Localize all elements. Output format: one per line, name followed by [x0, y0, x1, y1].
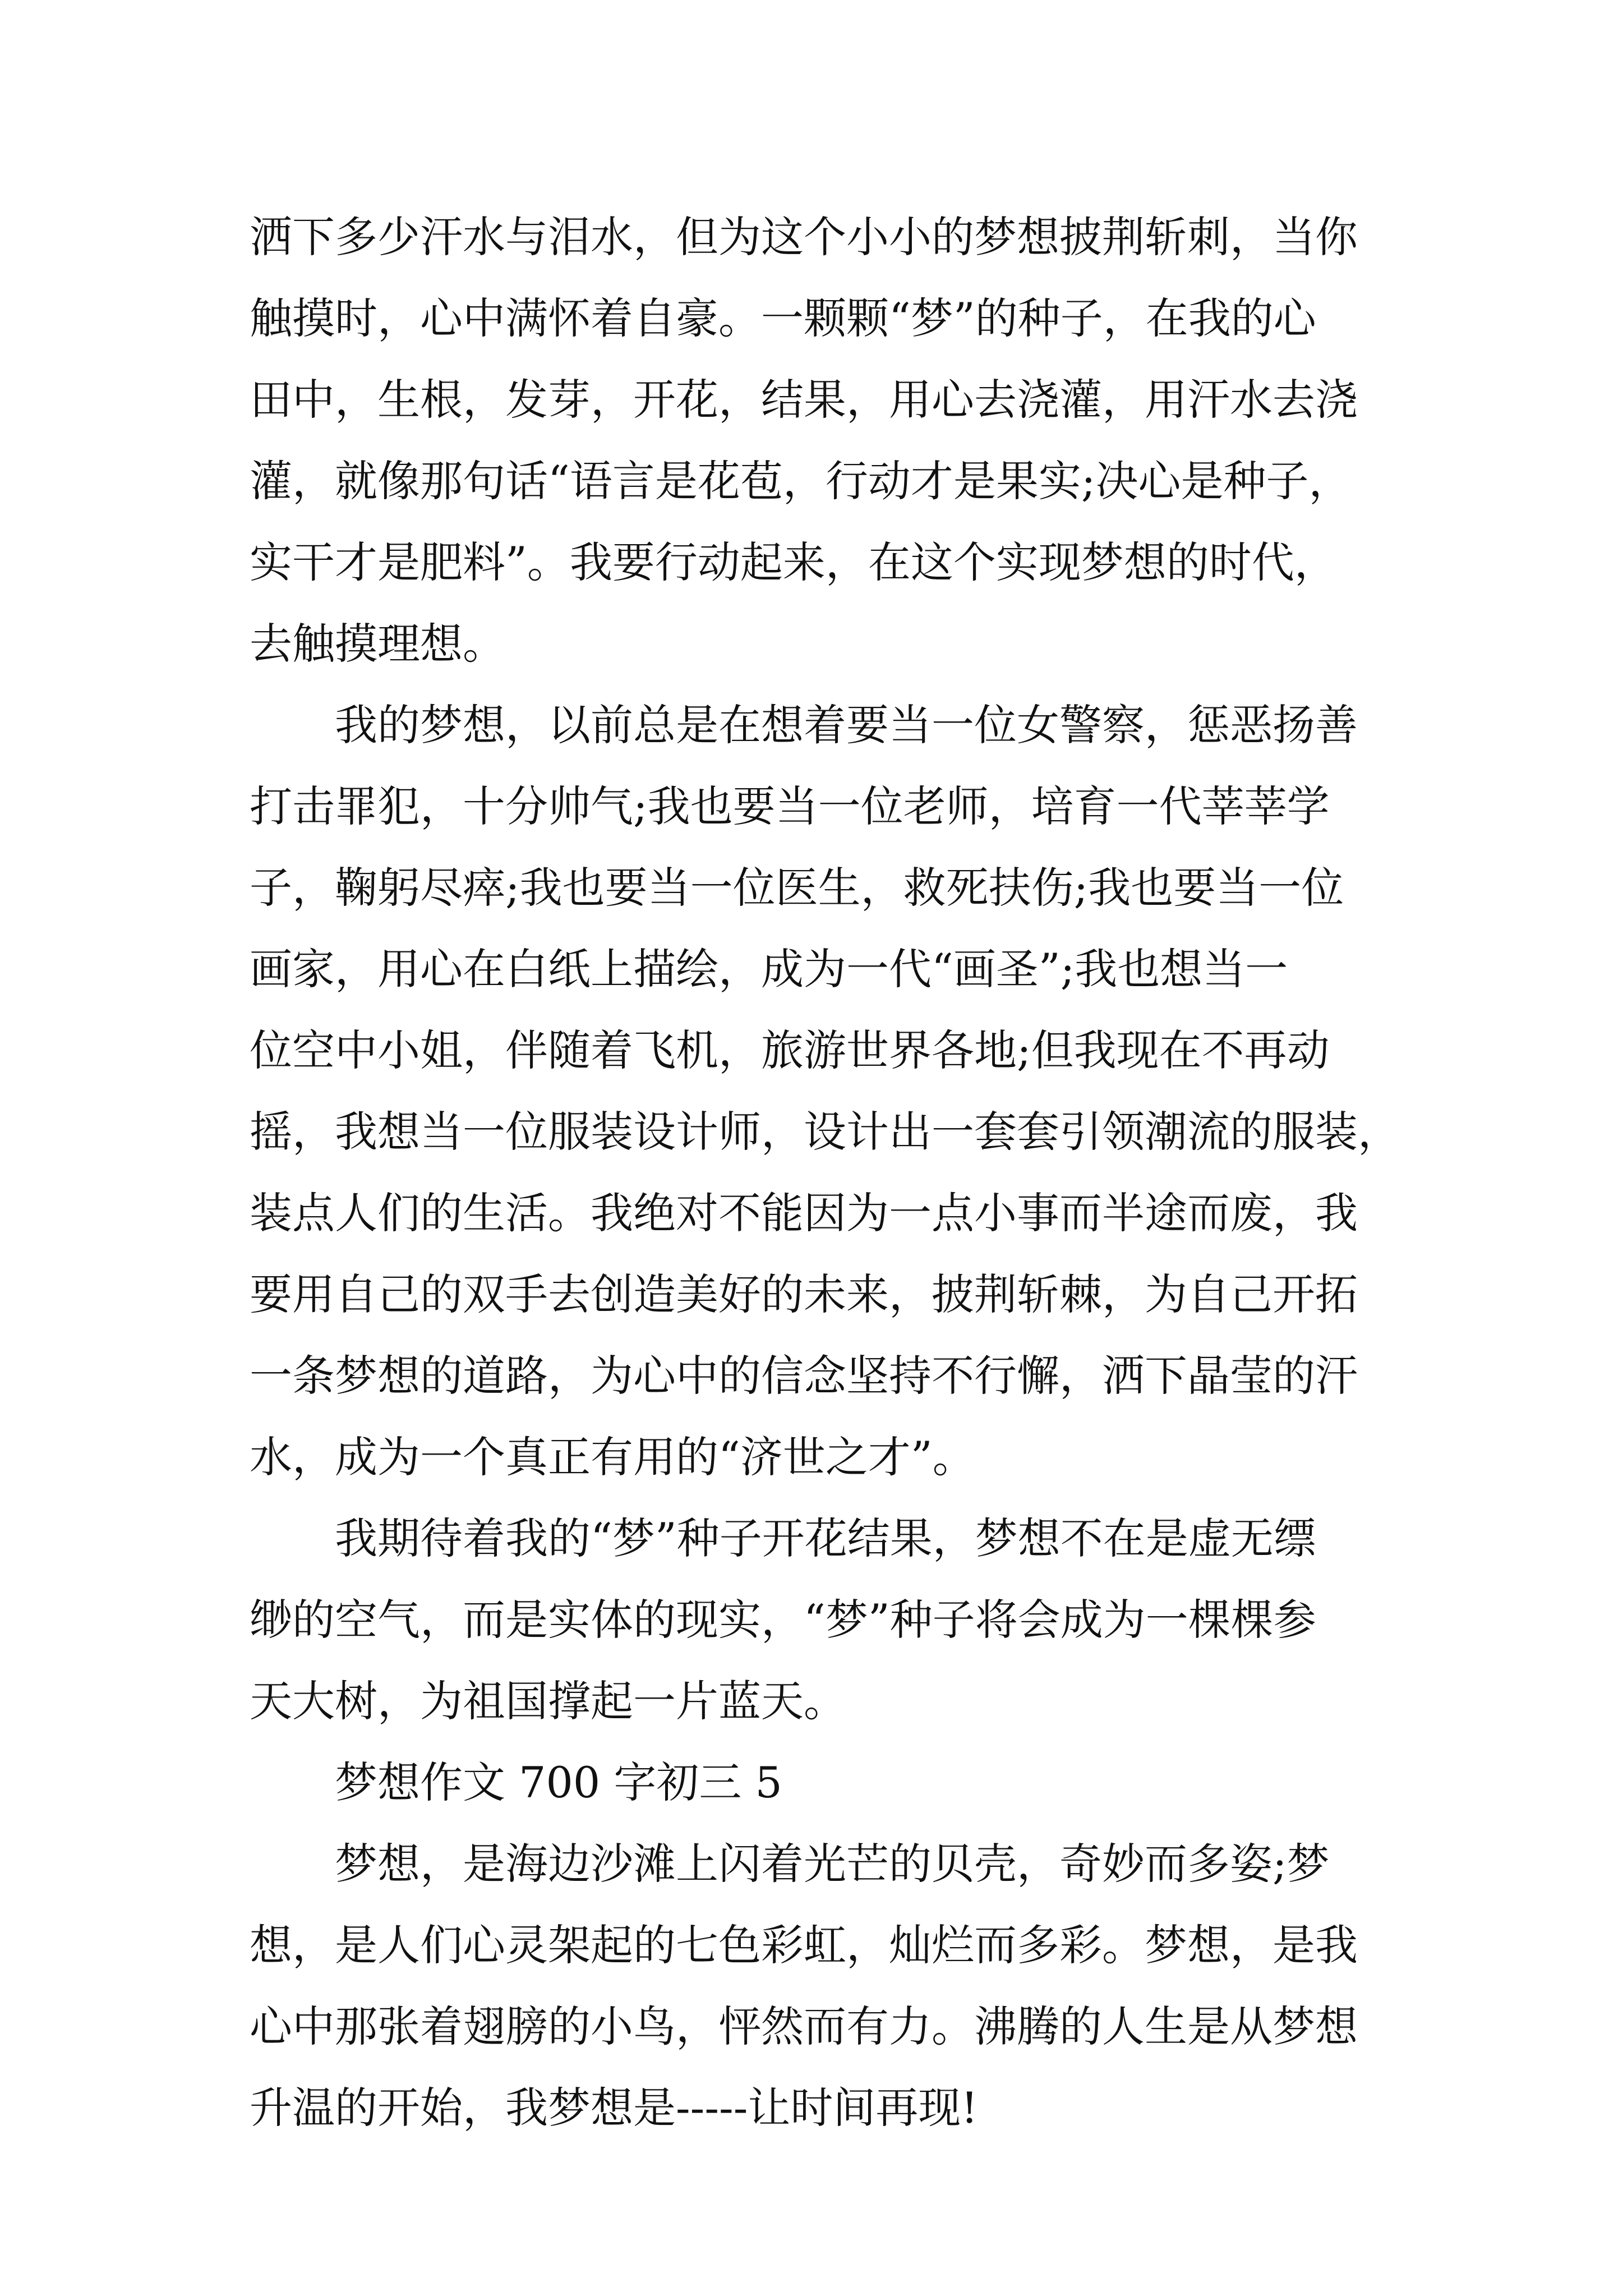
text-line: 天大树，为祖国撑起一片蓝天。: [250, 1676, 846, 1726]
text-line: 梦想，是海边沙滩上闪着光芒的贝壳，奇妙而多姿;梦: [250, 1839, 1330, 1889]
text-line: 去触摸理想。: [250, 619, 505, 669]
text-line: 装点人们的生活。我绝对不能因为一点小事而半途而废，我: [250, 1188, 1358, 1238]
text-line: 一条梦想的道路，为心中的信念坚持不行懈，洒下晶莹的汗: [250, 1351, 1358, 1401]
text-line: 缈的空气，而是实体的现实，“梦”种子将会成为一棵棵参: [250, 1595, 1316, 1645]
text-line: 要用自己的双手去创造美好的未来，披荆斩棘，为自己开拓: [250, 1269, 1358, 1319]
text-line: 心中那张着翅膀的小鸟，怦然而有力。沸腾的人生是从梦想: [250, 2001, 1358, 2051]
text-line: 子，鞠躬尽瘁;我也要当一位医生，救死扶伤;我也要当一位: [250, 863, 1344, 913]
text-line: 想，是人们心灵架起的七色彩虹，灿烂而多彩。梦想，是我: [250, 1920, 1358, 1970]
text-line: 位空中小姐，伴随着飞机，旅游世界各地;但我现在不再动: [250, 1025, 1330, 1075]
text-line: 我的梦想，以前总是在想着要当一位女警察，惩恶扬善: [250, 700, 1358, 750]
text-line: 触摸时，心中满怀着自豪。一颗颗“梦”的种子，在我的心: [250, 293, 1316, 343]
text-line: 我期待着我的“梦”种子开花结果，梦想不在是虚无缥: [250, 1513, 1316, 1563]
text-line: 画家，用心在白纸上描绘，成为一代“画圣”;我也想当一: [250, 944, 1288, 994]
section-heading: 梦想作文 700 字初三 5: [250, 1757, 782, 1807]
text-line: 实干才是肥料”。我要行动起来，在这个实现梦想的时代，: [250, 537, 1337, 587]
text-line: 摇，我想当一位服装设计师，设计出一套套引领潮流的服装，: [250, 1107, 1400, 1157]
text-line: 打击罪犯，十分帅气;我也要当一位老师，培育一代莘莘学: [250, 781, 1330, 831]
text-line: 洒下多少汗水与泪水，但为这个小小的梦想披荆斩刺，当你: [250, 212, 1358, 262]
text-line: 水，成为一个真正有用的“济世之才”。: [250, 1432, 975, 1482]
document-body: [250, 196, 1400, 2148]
text-line: 升温的开始，我梦想是-----让时间再现!: [250, 2083, 978, 2133]
text-line: 灌，就像那句话“语言是花苞，行动才是果实;决心是种子，: [250, 456, 1352, 506]
text-line: 田中，生根，发芽，开花，结果，用心去浇灌，用汗水去浇: [250, 375, 1358, 425]
